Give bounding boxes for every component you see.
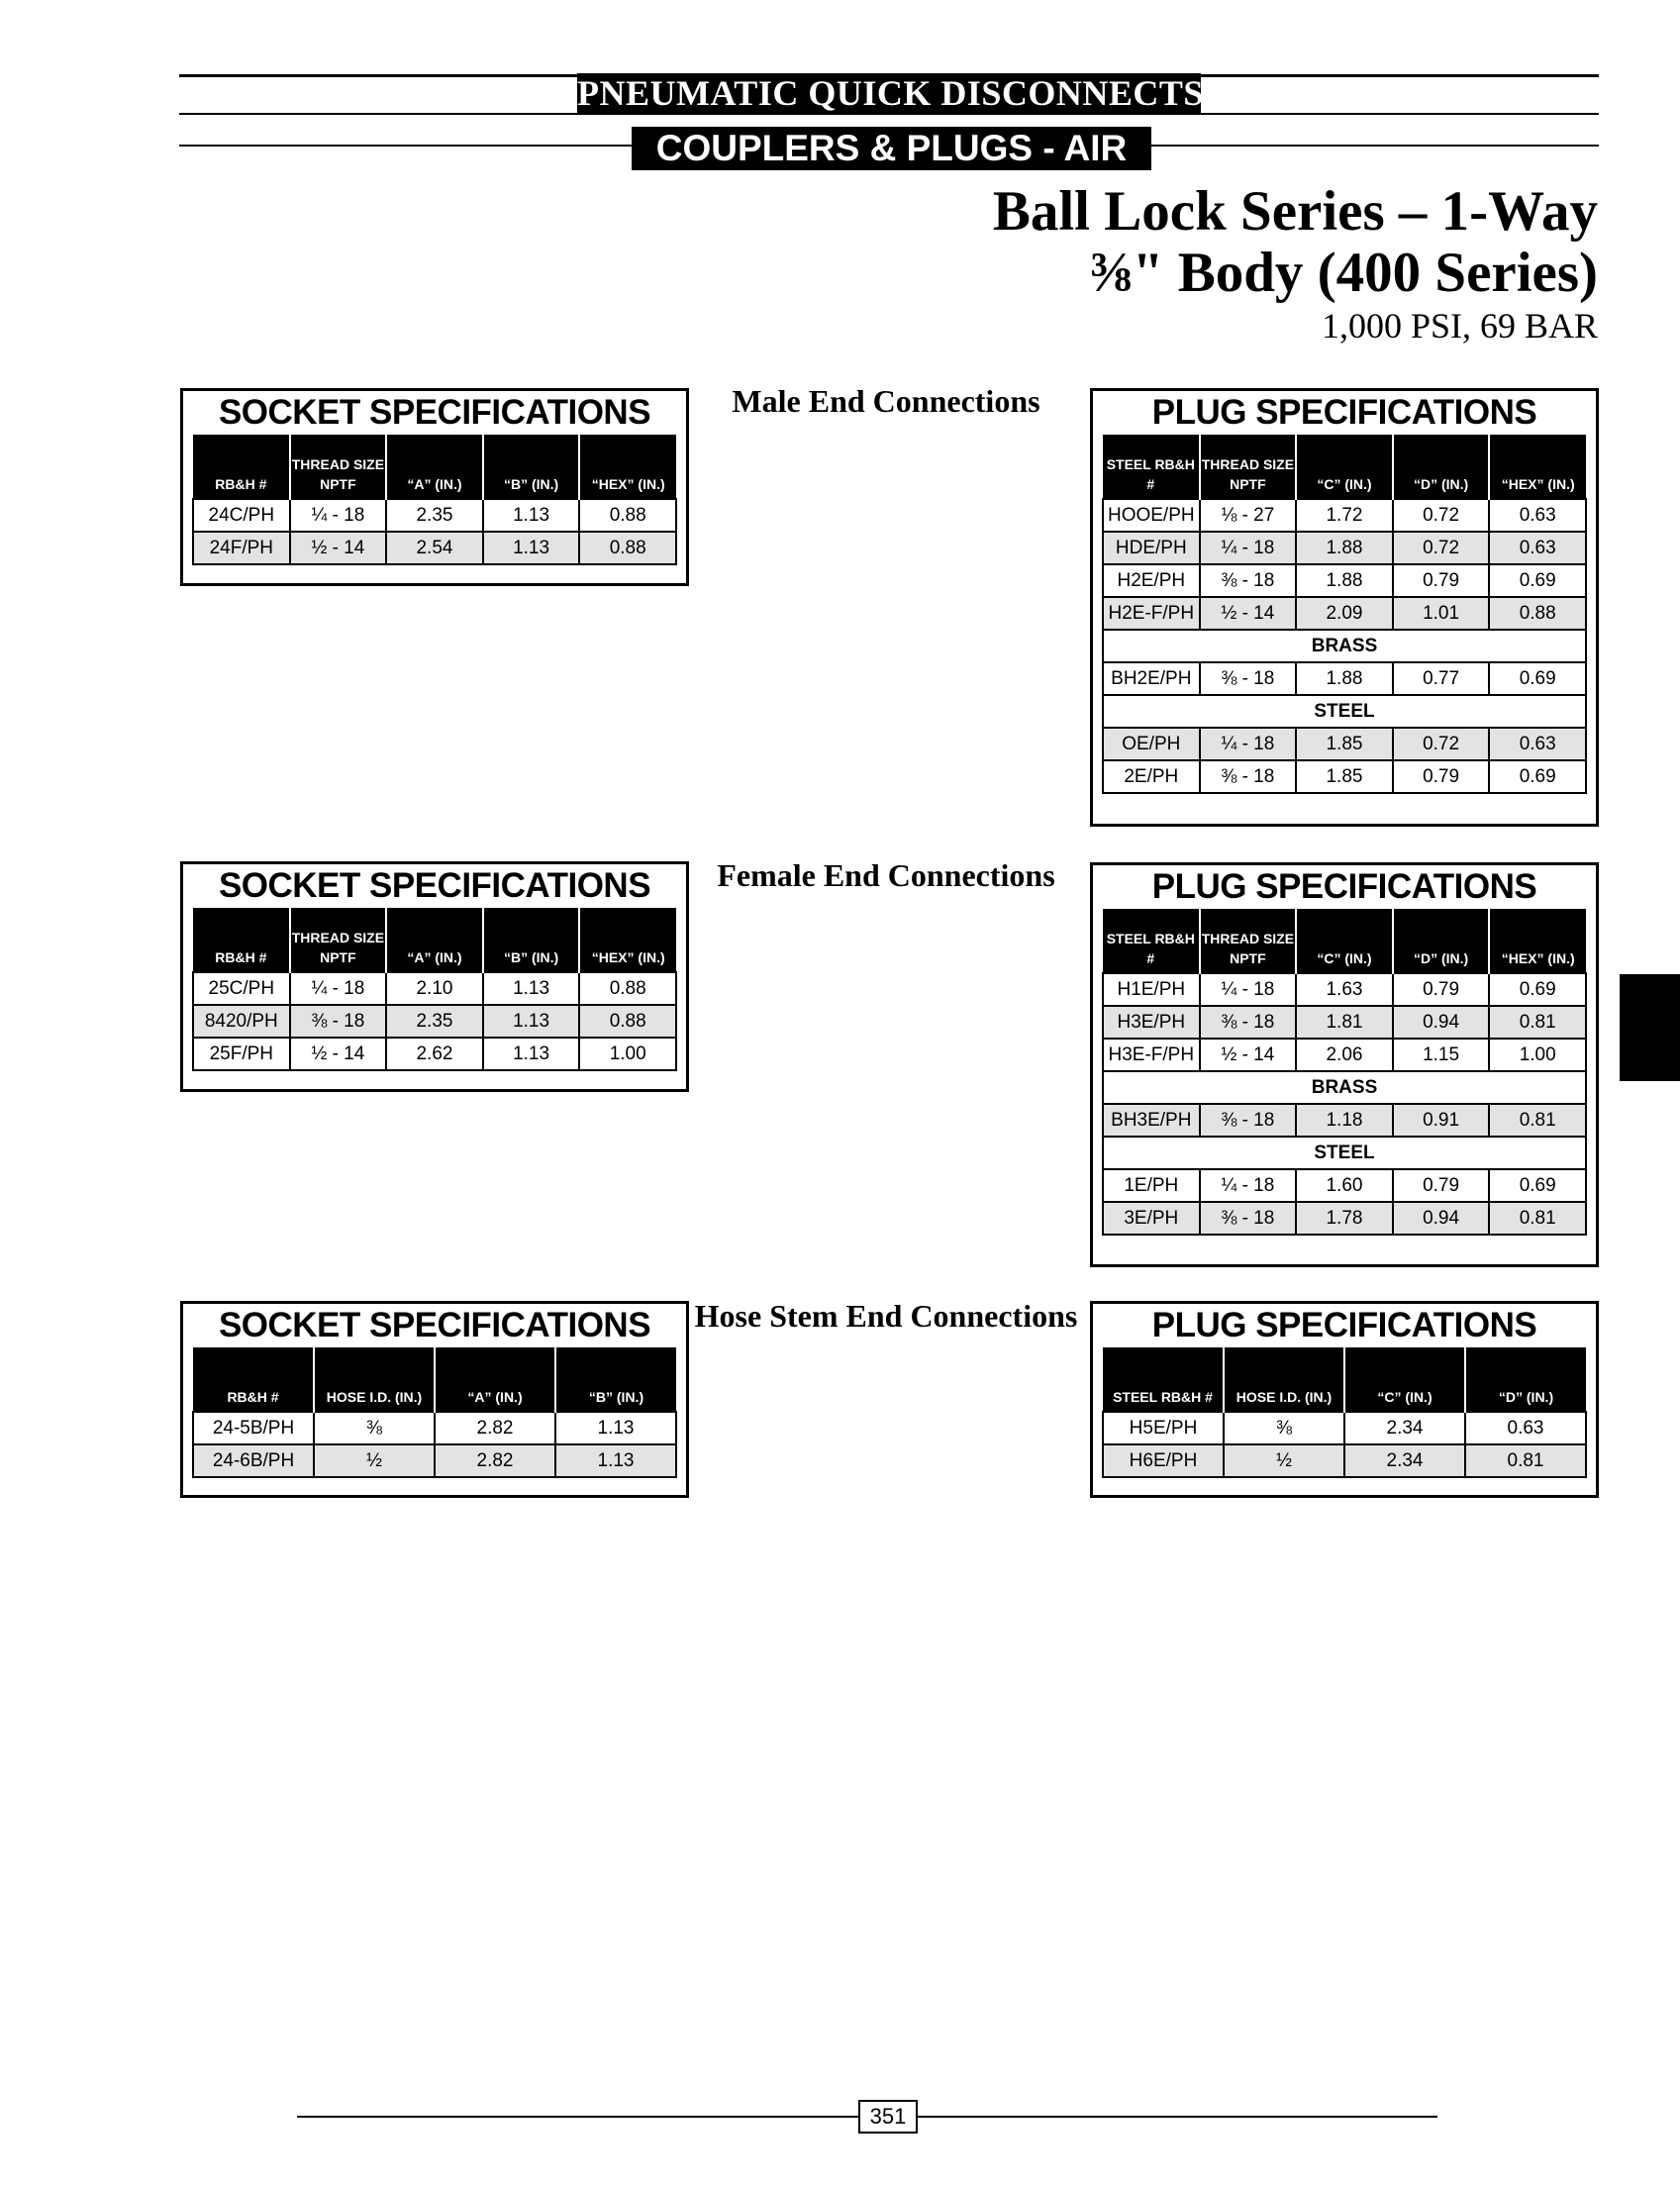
table-cell: 1.13: [483, 499, 580, 532]
table-cell: ⅜ - 18: [1200, 1202, 1297, 1235]
table-cell: 3E/PH: [1103, 1202, 1200, 1235]
table-row: [193, 532, 676, 564]
column-header: “D” (IN.): [1465, 1347, 1586, 1412]
material-row: [1103, 1137, 1586, 1169]
table-cell: 1.15: [1393, 1039, 1490, 1071]
table-cell: 0.94: [1393, 1202, 1490, 1235]
plug-specifications-title: PLUG SPECIFICATIONS: [1151, 1306, 1537, 1344]
table-cell: 2.10: [386, 972, 483, 1005]
table-cell: 0.77: [1393, 662, 1490, 695]
table-row: [193, 972, 676, 1005]
table-cell: 0.79: [1393, 564, 1490, 597]
table-row: [1103, 662, 1586, 695]
female-end-label: Female End Connections: [717, 857, 1055, 893]
table-cell: 0.72: [1393, 499, 1490, 532]
plug-specifications-title: PLUG SPECIFICATIONS: [1151, 867, 1537, 906]
table-cell: 1.88: [1296, 564, 1393, 597]
socket-specifications-title: SOCKET SPECIFICATIONS: [218, 393, 651, 432]
table-cell: 0.72: [1393, 532, 1490, 564]
table-cell: ¼ - 18: [1200, 728, 1297, 760]
table-cell: H5E/PH: [1103, 1412, 1224, 1444]
table-cell: H2E/PH: [1103, 564, 1200, 597]
table-cell: 2.09: [1296, 597, 1393, 630]
table-cell: 0.63: [1489, 728, 1586, 760]
table-row: [193, 1412, 676, 1444]
table-cell: ⅜ - 18: [1200, 1104, 1297, 1137]
table-cell: 0.72: [1393, 728, 1490, 760]
table-row: [1103, 1039, 1586, 1071]
column-header: THREAD SIZE NPTF: [290, 908, 387, 972]
table-row: [1103, 760, 1586, 793]
table-cell: 1.63: [1296, 973, 1393, 1006]
table-cell: ¼ - 18: [1200, 532, 1297, 564]
table-cell: 0.88: [1489, 597, 1586, 630]
table-cell: BH3E/PH: [1103, 1104, 1200, 1137]
socket-specifications-title: SOCKET SPECIFICATIONS: [218, 866, 651, 905]
page-subtitle: ⅜" Body (400 Series): [1090, 242, 1598, 304]
column-header: “HEX” (IN.): [1489, 435, 1586, 499]
table-cell: 1.00: [1489, 1039, 1586, 1071]
female-plug-specifications: [1090, 862, 1599, 1267]
material-row: [1103, 630, 1586, 662]
table-row: [1103, 1104, 1586, 1137]
table-cell: 1.13: [483, 972, 580, 1005]
plug-spec-table: [1102, 1347, 1587, 1478]
table-cell: 24F/PH: [193, 532, 290, 564]
table-row: [1103, 1444, 1586, 1477]
column-header: THREAD SIZE NPTF: [1200, 909, 1297, 973]
table-cell: 2.82: [435, 1444, 555, 1477]
table-cell: 0.81: [1489, 1006, 1586, 1039]
table-cell: ⅜ - 18: [1200, 662, 1297, 695]
material-label: BRASS: [1103, 1071, 1586, 1104]
table-row: [1103, 499, 1586, 532]
table-cell: ⅜ - 18: [1200, 1006, 1297, 1039]
table-cell: 0.81: [1489, 1202, 1586, 1235]
table-cell: 1.00: [579, 1038, 676, 1070]
table-cell: 0.69: [1489, 973, 1586, 1006]
table-cell: 1.18: [1296, 1104, 1393, 1137]
table-cell: 1.13: [483, 1005, 580, 1038]
table-row: [1103, 1202, 1586, 1235]
table-cell: 0.63: [1489, 532, 1586, 564]
column-header: “B” (IN.): [483, 908, 580, 972]
table-cell: 0.91: [1393, 1104, 1490, 1137]
hose-stem-end-label: Hose Stem End Connections: [694, 1298, 1078, 1334]
table-row: [1103, 728, 1586, 760]
table-cell: H3E/PH: [1103, 1006, 1200, 1039]
table-cell: 1.72: [1296, 499, 1393, 532]
table-row: [193, 1005, 676, 1038]
table-cell: 24C/PH: [193, 499, 290, 532]
column-header: “A” (IN.): [386, 908, 483, 972]
column-header: “A” (IN.): [435, 1347, 555, 1412]
table-cell: H3E-F/PH: [1103, 1039, 1200, 1071]
table-row: [1103, 564, 1586, 597]
table-cell: 2E/PH: [1103, 760, 1200, 793]
table-cell: 2.34: [1344, 1444, 1465, 1477]
column-header: THREAD SIZE NPTF: [290, 435, 387, 499]
table-cell: ½: [1224, 1444, 1344, 1477]
table-cell: ⅜ - 18: [1200, 564, 1297, 597]
column-header: STEEL RB&H #: [1103, 909, 1200, 973]
socket-spec-table: [192, 1347, 677, 1478]
column-header: STEEL RB&H #: [1103, 1347, 1224, 1412]
column-header: RB&H #: [193, 435, 290, 499]
table-cell: ¼ - 18: [290, 972, 387, 1005]
table-cell: 0.69: [1489, 1169, 1586, 1202]
male-socket-specifications: [180, 388, 689, 586]
male-end-label: Male End Connections: [732, 383, 1040, 419]
table-cell: 1.88: [1296, 662, 1393, 695]
table-cell: OE/PH: [1103, 728, 1200, 760]
table-cell: ¼ - 18: [290, 499, 387, 532]
table-cell: 2.06: [1296, 1039, 1393, 1071]
table-cell: 0.79: [1393, 760, 1490, 793]
table-cell: 1.60: [1296, 1169, 1393, 1202]
column-header: “B” (IN.): [483, 435, 580, 499]
table-cell: 1.85: [1296, 760, 1393, 793]
column-header: “D” (IN.): [1393, 909, 1490, 973]
table-cell: 0.63: [1465, 1412, 1586, 1444]
table-cell: ½ - 14: [290, 532, 387, 564]
table-cell: 0.88: [579, 972, 676, 1005]
plug-spec-table: [1102, 909, 1587, 1236]
table-cell: ¼ - 18: [1200, 1169, 1297, 1202]
table-cell: 0.81: [1489, 1104, 1586, 1137]
column-header: HOSE I.D. (IN.): [314, 1347, 435, 1412]
column-header: “HEX” (IN.): [579, 435, 676, 499]
table-cell: ⅜ - 18: [290, 1005, 387, 1038]
table-cell: 1.78: [1296, 1202, 1393, 1235]
table-cell: H6E/PH: [1103, 1444, 1224, 1477]
column-header: HOSE I.D. (IN.): [1224, 1347, 1344, 1412]
table-cell: 24-5B/PH: [193, 1412, 314, 1444]
section-tab-marker: [1620, 974, 1680, 1081]
category-heading: PNEUMATIC QUICK DISCONNECTS: [577, 73, 1204, 113]
table-row: [193, 1444, 676, 1477]
table-cell: 24-6B/PH: [193, 1444, 314, 1477]
table-cell: 2.35: [386, 499, 483, 532]
table-cell: 0.79: [1393, 973, 1490, 1006]
table-cell: 1.13: [483, 1038, 580, 1070]
material-row: [1103, 695, 1586, 728]
table-row: [1103, 1169, 1586, 1202]
socket-spec-table: [192, 908, 677, 1071]
pressure-rating: 1,000 PSI, 69 BAR: [1321, 306, 1598, 346]
table-cell: 0.88: [579, 1005, 676, 1038]
table-cell: 0.63: [1489, 499, 1586, 532]
column-header: STEEL RB&H #: [1103, 435, 1200, 499]
column-header: RB&H #: [193, 908, 290, 972]
table-cell: ½ - 14: [1200, 1039, 1297, 1071]
table-cell: 25C/PH: [193, 972, 290, 1005]
table-cell: ½ - 14: [290, 1038, 387, 1070]
female-socket-specifications: [180, 861, 689, 1092]
table-cell: 1.13: [555, 1412, 676, 1444]
table-cell: H2E-F/PH: [1103, 597, 1200, 630]
hose-plug-specifications: [1090, 1301, 1599, 1498]
table-cell: 1.13: [483, 532, 580, 564]
table-cell: 2.62: [386, 1038, 483, 1070]
table-cell: 25F/PH: [193, 1038, 290, 1070]
table-cell: 2.35: [386, 1005, 483, 1038]
table-row: [193, 1038, 676, 1070]
table-cell: H1E/PH: [1103, 973, 1200, 1006]
table-cell: BH2E/PH: [1103, 662, 1200, 695]
male-plug-specifications: [1090, 388, 1599, 827]
table-cell: ¼ - 18: [1200, 973, 1297, 1006]
column-header: “C” (IN.): [1344, 1347, 1465, 1412]
subcategory-heading: COUPLERS & PLUGS - AIR: [632, 127, 1151, 170]
table-cell: 0.94: [1393, 1006, 1490, 1039]
material-row: [1103, 1071, 1586, 1104]
table-cell: 1.01: [1393, 597, 1490, 630]
header-rule-middle: [179, 113, 1599, 115]
table-cell: HOOE/PH: [1103, 499, 1200, 532]
table-row: [193, 499, 676, 532]
table-cell: 0.69: [1489, 662, 1586, 695]
material-label: STEEL: [1103, 695, 1586, 728]
table-cell: 1.81: [1296, 1006, 1393, 1039]
table-cell: 0.69: [1489, 564, 1586, 597]
column-header: “D” (IN.): [1393, 435, 1490, 499]
socket-specifications-title: SOCKET SPECIFICATIONS: [218, 1306, 651, 1344]
table-cell: 0.69: [1489, 760, 1586, 793]
plug-spec-table: [1102, 435, 1587, 794]
page-number: 351: [858, 2100, 918, 2134]
table-row: [1103, 973, 1586, 1006]
column-header: THREAD SIZE NPTF: [1200, 435, 1297, 499]
table-cell: 0.88: [579, 499, 676, 532]
column-header: “B” (IN.): [555, 1347, 676, 1412]
table-cell: 1E/PH: [1103, 1169, 1200, 1202]
material-label: STEEL: [1103, 1137, 1586, 1169]
table-cell: 0.79: [1393, 1169, 1490, 1202]
column-header: “HEX” (IN.): [579, 908, 676, 972]
page-title: Ball Lock Series – 1-Way: [992, 180, 1598, 243]
socket-spec-table: [192, 435, 677, 565]
table-cell: ⅜: [1224, 1412, 1344, 1444]
table-cell: ⅜ - 18: [1200, 760, 1297, 793]
table-row: [1103, 532, 1586, 564]
table-cell: 1.13: [555, 1444, 676, 1477]
table-cell: 0.88: [579, 532, 676, 564]
table-row: [1103, 1412, 1586, 1444]
column-header: “C” (IN.): [1296, 435, 1393, 499]
column-header: “HEX” (IN.): [1489, 909, 1586, 973]
table-cell: 2.54: [386, 532, 483, 564]
material-label: BRASS: [1103, 630, 1586, 662]
table-cell: ½ - 14: [1200, 597, 1297, 630]
column-header: “C” (IN.): [1296, 909, 1393, 973]
column-header: RB&H #: [193, 1347, 314, 1412]
table-cell: 8420/PH: [193, 1005, 290, 1038]
table-cell: ⅜: [314, 1412, 435, 1444]
table-cell: 1.88: [1296, 532, 1393, 564]
table-cell: ½: [314, 1444, 435, 1477]
table-cell: 2.34: [1344, 1412, 1465, 1444]
table-row: [1103, 1006, 1586, 1039]
table-cell: 0.81: [1465, 1444, 1586, 1477]
table-cell: HDE/PH: [1103, 532, 1200, 564]
table-row: [1103, 597, 1586, 630]
plug-specifications-title: PLUG SPECIFICATIONS: [1151, 393, 1537, 432]
table-cell: ⅛ - 27: [1200, 499, 1297, 532]
hose-socket-specifications: [180, 1301, 689, 1498]
table-cell: 1.85: [1296, 728, 1393, 760]
table-cell: 2.82: [435, 1412, 555, 1444]
column-header: “A” (IN.): [386, 435, 483, 499]
